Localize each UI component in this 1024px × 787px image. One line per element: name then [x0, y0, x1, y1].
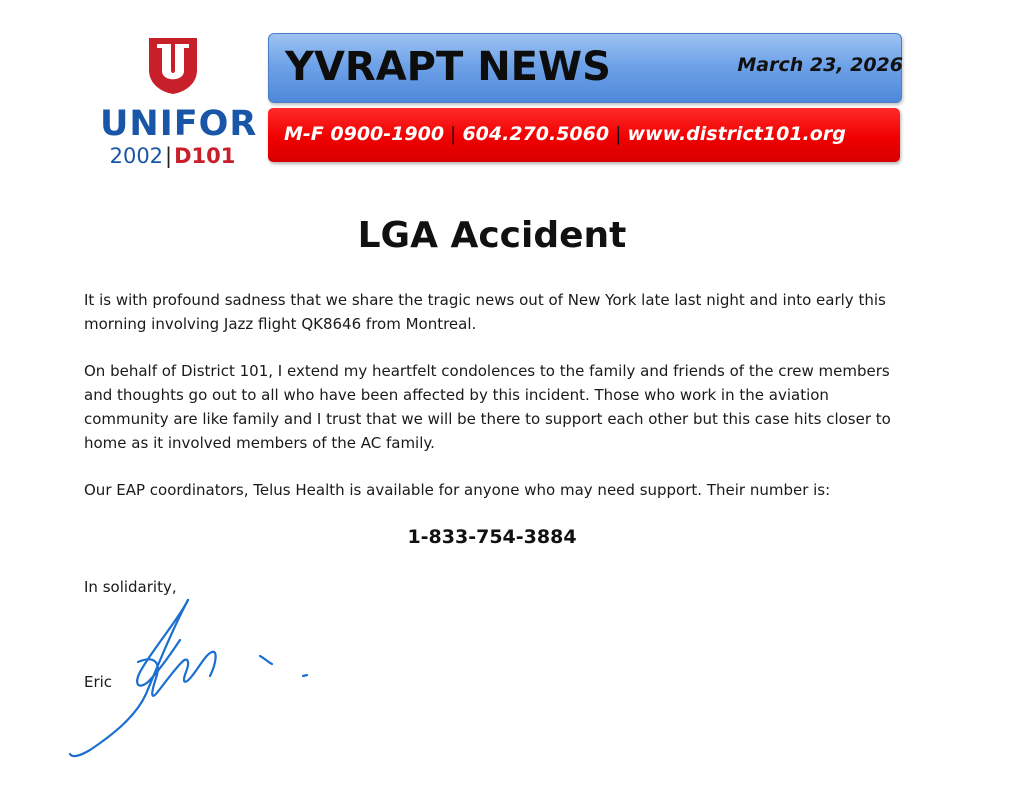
- signer-name: Eric: [84, 673, 113, 691]
- logo-wordmark: UNIFOR: [100, 104, 258, 144]
- logo-district: D101: [174, 144, 236, 168]
- logo-separator: |: [165, 144, 173, 168]
- contact-line: [284, 121, 846, 147]
- support-phone-number: 1-833-754-3884: [407, 526, 577, 548]
- logo-local-number: 2002: [109, 144, 164, 168]
- contact-banner: [268, 108, 900, 162]
- contact-separator: |: [450, 123, 457, 145]
- article-paragraph: Our EAP coordinators, Telus Health is available for anyone who may need support. Their number is:: [84, 481, 831, 499]
- article-paragraph: On behalf of District 101, I extend my heartfelt condolences to the family and friends of the crew members and thoughts go out to all who have been affected by this incident. Those who work in the aviation community are like family and I trust that we will be there to support each other but this case hits closer to home as it involved members of the AC family.: [84, 362, 891, 452]
- logo-local-district: [100, 144, 245, 168]
- unifor-logo: [100, 36, 258, 176]
- article-headline: LGA Accident: [357, 215, 627, 256]
- office-phone: 604.270.5060: [462, 123, 610, 145]
- article-paragraph: It is with profound sadness that we share the tragic news out of New York late last night and into early this morning involving Jazz flight QK8646 from Montreal.: [84, 291, 886, 333]
- closing-salutation: In solidarity,: [84, 578, 177, 596]
- contact-separator: |: [615, 123, 622, 145]
- office-hours: M-F 0900-1900: [284, 123, 445, 145]
- newsletter-date: March 23, 2026: [737, 54, 903, 76]
- unifor-shield-icon: [147, 36, 199, 96]
- website-link[interactable]: www.district101.org: [627, 123, 846, 145]
- newsletter-title: YVRAPT NEWS: [285, 44, 611, 90]
- newsletter-title-banner: [268, 33, 902, 103]
